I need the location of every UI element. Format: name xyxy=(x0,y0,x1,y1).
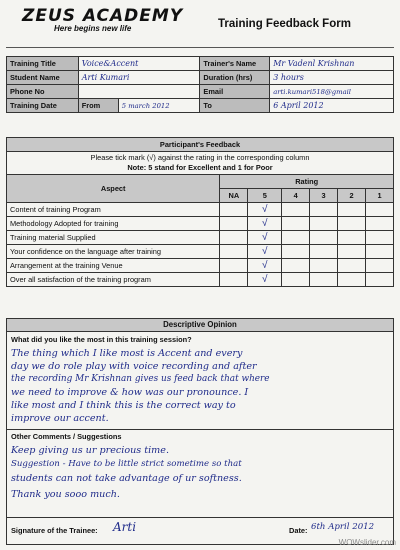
label-student-name: Student Name xyxy=(7,71,79,85)
aspect-header: Aspect xyxy=(7,175,220,203)
feedback-table xyxy=(6,137,394,287)
answer-line: day we do role play with voice recording and after xyxy=(11,361,257,372)
comment-line: Keep giving us ur precious time. xyxy=(11,445,170,456)
email-value: arti.kumari518@gmail xyxy=(270,85,394,99)
training-title-value: Voice&Accent xyxy=(78,57,200,71)
label-to: To xyxy=(200,99,270,113)
academy-logo-text: ZEUS ACADEMY xyxy=(22,6,184,26)
from-date-value: 5 march 2012 xyxy=(118,99,200,113)
tick-mark: √ xyxy=(248,217,282,231)
divider xyxy=(7,517,393,518)
feedback-note: Note: 5 stand for Excellent and 1 for Poor xyxy=(127,163,273,172)
feedback-row xyxy=(7,217,394,231)
tick-mark: √ xyxy=(248,273,282,287)
aspect-label: Arrangement at the training Venue xyxy=(7,259,220,273)
answer-line: the recording Mr Krishnan gives us feed back that where xyxy=(11,374,270,384)
opinion-title: Descriptive Opinion xyxy=(7,319,393,332)
answer-line: like most and I think this is the correct way to xyxy=(11,400,236,411)
aspect-label: Your confidence on the language after training xyxy=(7,245,220,259)
academy-tagline: Here begins new life xyxy=(54,24,132,33)
divider xyxy=(7,429,393,430)
comments-heading: Other Comments / Suggestions xyxy=(11,432,122,441)
comment-line: Suggestion - Have to be little strict sometime so that xyxy=(11,459,242,469)
label-phone: Phone No xyxy=(7,85,79,99)
feedback-row xyxy=(7,203,394,217)
comment-line: Thank you sooo much. xyxy=(11,489,120,500)
tick-mark: √ xyxy=(248,203,282,217)
label-training-date: Training Date xyxy=(7,99,79,113)
label-training-title: Training Title xyxy=(7,57,79,71)
rating-col-4: 4 xyxy=(282,189,310,203)
date-label: Date: xyxy=(289,526,308,535)
watermark: WOWslider.com xyxy=(338,538,396,547)
rating-col-2: 2 xyxy=(338,189,366,203)
label-email: Email xyxy=(200,85,270,99)
feedback-row xyxy=(7,231,394,245)
phone-value xyxy=(78,85,200,99)
feedback-row xyxy=(7,245,394,259)
tick-mark: √ xyxy=(248,231,282,245)
to-date-value: 6 April 2012 xyxy=(270,99,394,113)
form-title: Training Feedback Form xyxy=(218,18,351,30)
opinion-question: What did you like the most in this training session? xyxy=(11,335,192,344)
date-value: 6th April 2012 xyxy=(311,522,375,532)
trainee-signature: Arti xyxy=(113,520,137,534)
rating-col-na: NA xyxy=(220,189,248,203)
training-info-table xyxy=(6,56,394,113)
aspect-label: Methodology Adopted for training xyxy=(7,217,220,231)
student-name-value: Arti Kumari xyxy=(78,71,200,85)
tick-mark: √ xyxy=(248,259,282,273)
feedback-row xyxy=(7,273,394,287)
aspect-label: Training material Supplied xyxy=(7,231,220,245)
comment-line: students can not take advantage of ur softness. xyxy=(11,473,242,484)
label-from: From xyxy=(78,99,118,113)
rating-header: Rating xyxy=(220,175,394,189)
header-rule xyxy=(6,47,394,48)
duration-value: 3 hours xyxy=(270,71,394,85)
descriptive-opinion-section xyxy=(6,318,394,545)
trainer-name-value: Mr Vadenl Krishnan xyxy=(270,57,394,71)
answer-line: improve our accent. xyxy=(11,413,109,424)
feedback-title: Participant's Feedback xyxy=(7,138,394,152)
aspect-label: Over all satisfaction of the training program xyxy=(7,273,220,287)
label-trainer-name: Trainer's Name xyxy=(200,57,270,71)
feedback-row xyxy=(7,259,394,273)
aspect-label: Content of training Program xyxy=(7,203,220,217)
rating-col-5: 5 xyxy=(248,189,282,203)
tick-mark: √ xyxy=(248,245,282,259)
answer-line: The thing which I like most is Accent and every xyxy=(11,348,243,359)
answer-line: we need to improve & how was our pronounce. I xyxy=(11,387,249,398)
signature-label: Signature of the Trainee: xyxy=(11,526,98,535)
label-duration: Duration (hrs) xyxy=(200,71,270,85)
feedback-instruction: Please tick mark (√) against the rating in the corresponding column xyxy=(90,153,310,162)
rating-col-1: 1 xyxy=(366,189,394,203)
rating-col-3: 3 xyxy=(310,189,338,203)
